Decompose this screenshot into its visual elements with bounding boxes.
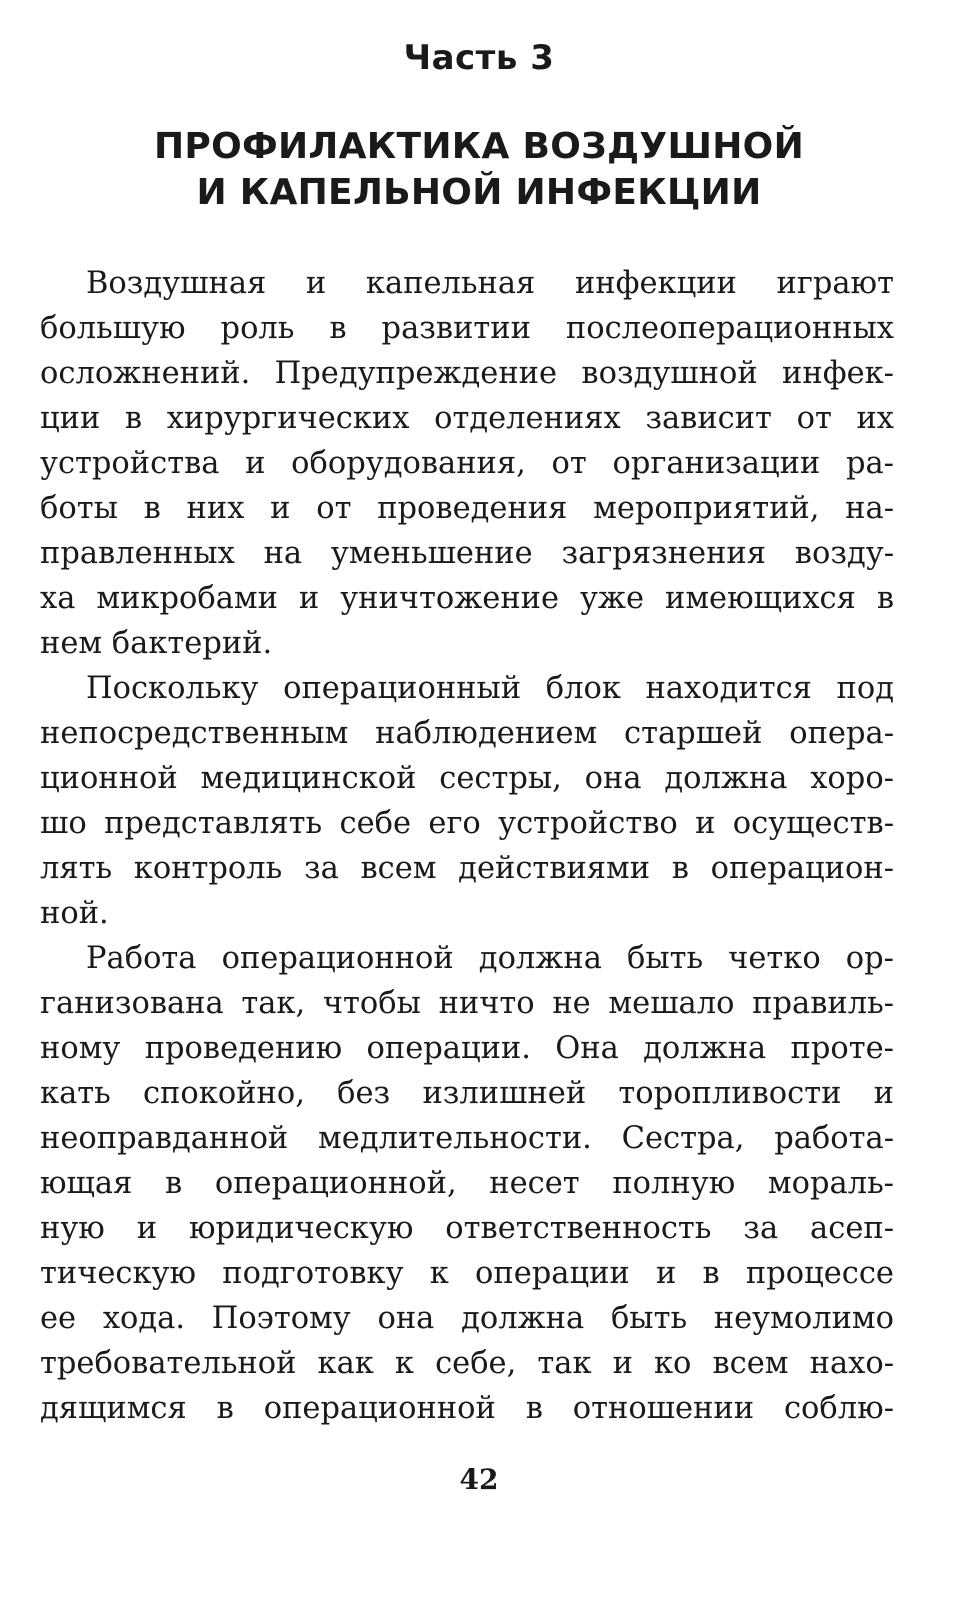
chapter-title-line-2: И КАПЕЛЬНОЙ ИНФЕКЦИИ — [196, 172, 762, 213]
paragraph-2 — [40, 666, 894, 936]
text-line: ха микробами и уничтожение уже имеющихся в — [40, 581, 894, 616]
text-line: кать спокойно, без излишней торопливости и — [40, 1076, 894, 1111]
text-line: ному проведению операции. Она должна проте- — [40, 1031, 894, 1066]
text-line: требовательной как к себе, так и ко всем нахо- — [40, 1346, 894, 1381]
paragraph-3 — [40, 936, 894, 1431]
text-line: ганизована так, чтобы ничто не мешало правиль- — [40, 986, 894, 1021]
text-line: ющая в операционной, несет полную мораль- — [40, 1166, 894, 1201]
chapter-title — [0, 124, 958, 216]
text-line: непосредственным наблюдением старшей опера- — [40, 716, 894, 751]
text-line: нем бактерий. — [40, 626, 273, 661]
text-line: лять контроль за всем действиями в операцион- — [40, 851, 894, 886]
text-line: дящимся в операционной в отношении соблю- — [40, 1391, 894, 1426]
text-line: ционной медицинской сестры, она должна хоро- — [40, 761, 894, 796]
chapter-title-line-1: ПРОФИЛАКТИКА ВОЗДУШНОЙ — [153, 126, 804, 167]
text-line: ную и юридическую ответственность за асеп- — [40, 1211, 894, 1246]
text-line: большую роль в развитии послеоперационных — [40, 311, 894, 346]
text-line: боты в них и от проведения мероприятий, на- — [40, 491, 894, 526]
text-line: шо представлять себе его устройство и осуществ- — [40, 806, 894, 841]
text-line: неоправданной медлительности. Сестра, работа- — [40, 1121, 894, 1156]
text-line: Работа операционной должна быть четко ор- — [86, 941, 894, 976]
text-line: осложнений. Предупреждение воздушной инфек- — [40, 356, 894, 391]
body-text — [40, 261, 894, 1431]
part-title: Часть 3 — [403, 38, 555, 78]
text-line: ее хода. Поэтому она должна быть неумолимо — [40, 1301, 894, 1336]
text-line: ной. — [40, 896, 109, 931]
text-line: правленных на уменьшение загрязнения возду- — [40, 536, 894, 571]
text-line: тическую подготовку к операции и в процессе — [40, 1256, 894, 1291]
text-line: ции в хирургических отделениях зависит от их — [40, 401, 894, 436]
text-line: Воздушная и капельная инфекции играют — [86, 266, 894, 301]
page-number: 42 — [459, 1463, 499, 1496]
paragraph-1 — [40, 261, 894, 666]
text-line: Поскольку операционный блок находится под — [86, 671, 894, 706]
text-line: устройства и оборудования, от организации ра- — [40, 446, 894, 481]
